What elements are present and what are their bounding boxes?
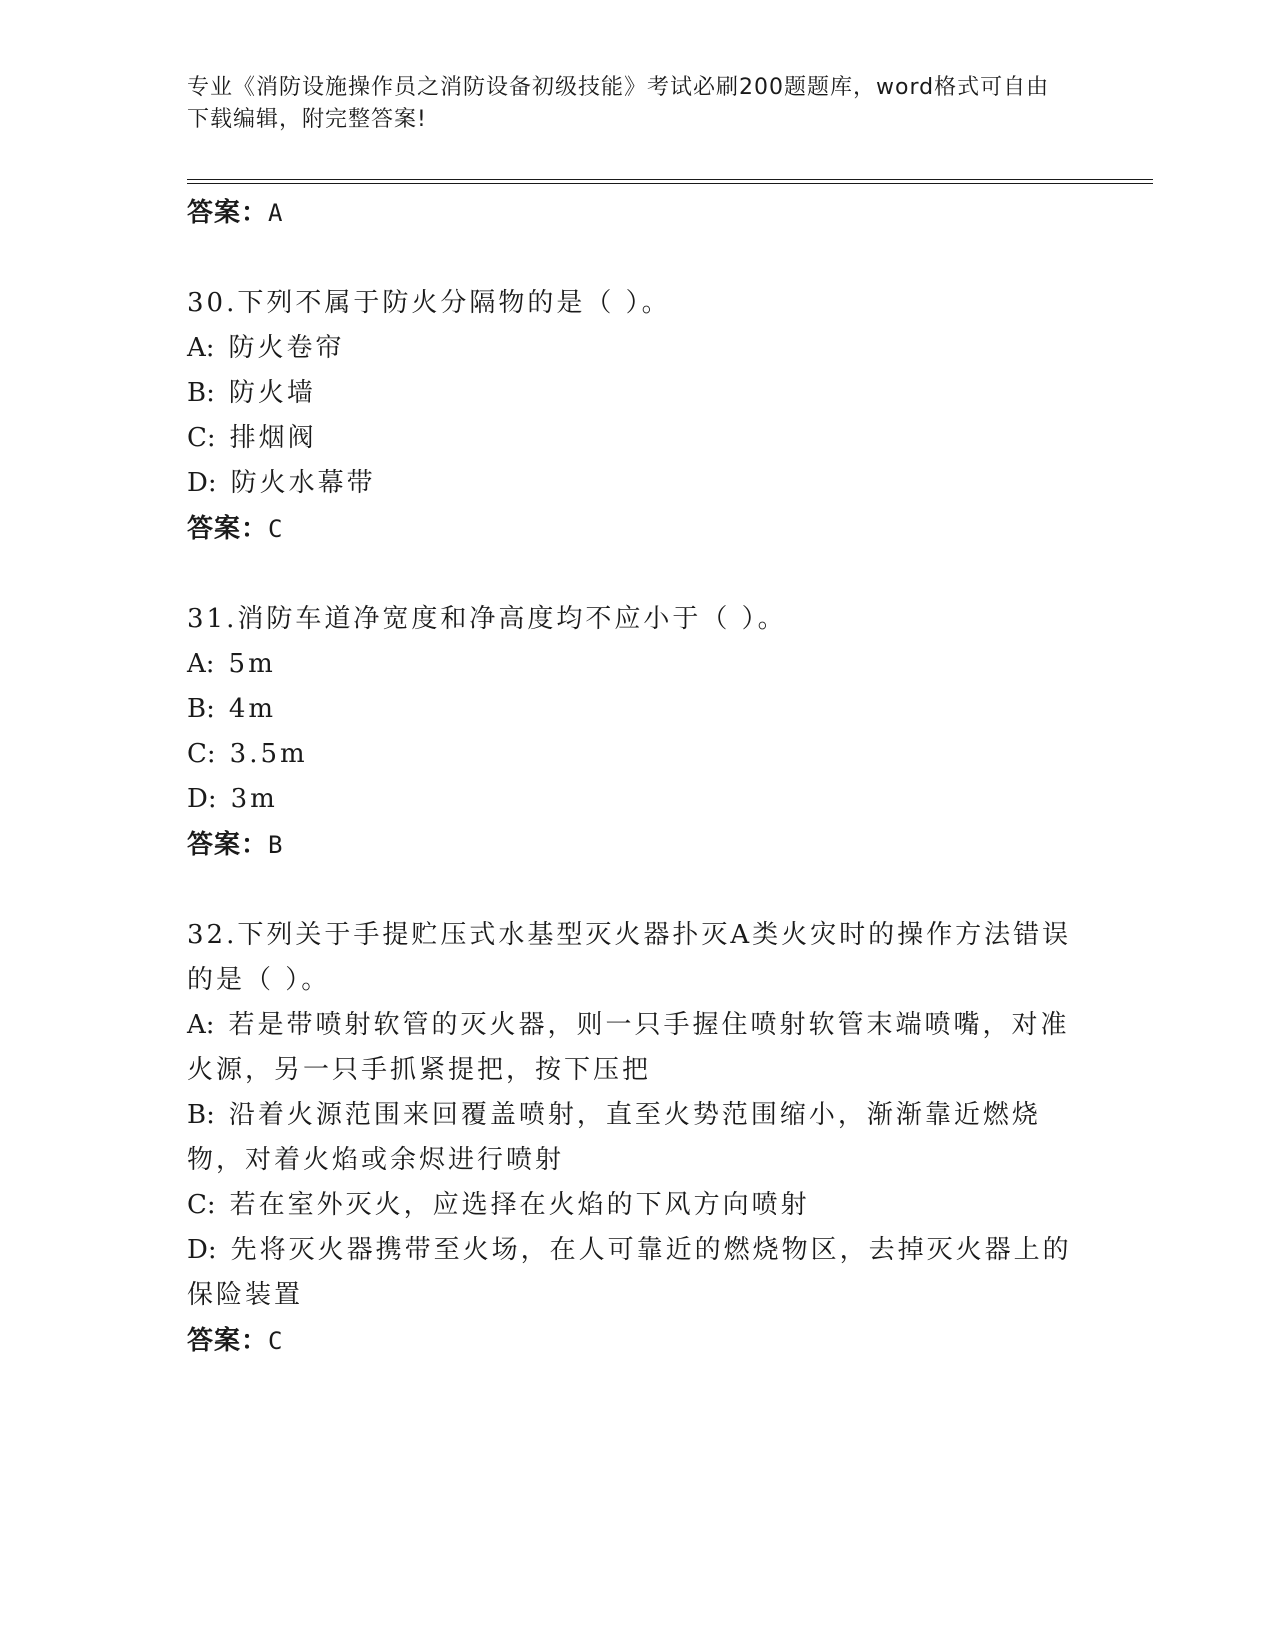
option-text: 4m [228, 694, 277, 724]
option-letter: D: [187, 784, 217, 814]
option-d [187, 1228, 1087, 1318]
answer-value: A [268, 199, 284, 227]
answer-label: 答案： [187, 1326, 269, 1356]
option-text: 5m [228, 649, 276, 679]
option-letter: C: [187, 739, 216, 769]
option-text: 3.5m [229, 739, 308, 769]
option-a [187, 326, 1087, 371]
answer-value: C [268, 515, 284, 543]
option-a [187, 642, 1087, 687]
option-text: 防火卷帘 [228, 333, 345, 363]
option-text: 防火水幕带 [230, 468, 376, 498]
question-block [187, 281, 1087, 552]
option-text: 先将灭火器携带至火场，在人可靠近的燃烧物区，去掉灭火器上的保险装置 [187, 1235, 1072, 1310]
option-text: 防火墙 [228, 378, 316, 408]
option-text: 若在室外灭火，应选择在火焰的下风方向喷射 [229, 1190, 810, 1220]
option-letter: B: [187, 1100, 215, 1130]
option-text: 3m [230, 784, 278, 814]
option-letter: C: [187, 423, 216, 453]
option-b [187, 371, 1087, 416]
question-stem: 30.下列不属于防火分隔物的是（ ）。 [187, 288, 671, 318]
question-stem: 31.消防车道净宽度和净高度均不应小于（ ）。 [187, 604, 787, 634]
answer-line [187, 1318, 1087, 1364]
option-text: 若是带喷射软管的灭火器，则一只手握住喷射软管末端喷嘴，对准火源，另一只手抓紧提把，按下压把 [187, 1010, 1070, 1085]
option-text: 沿着火源范围来回覆盖喷射，直至火势范围缩小，渐渐靠近燃烧物，对着火焰或余烬进行喷射 [187, 1100, 1041, 1175]
option-letter: A: [187, 333, 215, 363]
option-letter: D: [187, 468, 217, 498]
option-c [187, 416, 1087, 461]
option-d [187, 461, 1087, 506]
answer-line-prev [187, 190, 1087, 236]
answer-label: 答案： [187, 514, 269, 544]
option-letter: A: [187, 649, 215, 679]
question-block [187, 913, 1087, 1364]
option-letter: A: [187, 1010, 215, 1040]
answer-value: B [268, 831, 284, 859]
option-b [187, 1093, 1087, 1183]
question-stem: 32.下列关于手提贮压式水基型灭火器扑灭A类火灾时的操作方法错误的是（ ）。 [187, 920, 1072, 995]
answer-line [187, 506, 1087, 552]
option-c [187, 1183, 1087, 1228]
option-c [187, 732, 1087, 777]
answer-label: 答案： [187, 198, 269, 228]
answer-line [187, 822, 1087, 868]
header-divider-top [187, 179, 1153, 180]
answer-value: C [268, 1327, 284, 1355]
question-list [187, 190, 1087, 1364]
option-d [187, 777, 1087, 822]
option-text: 排烟阀 [229, 423, 317, 453]
option-letter: C: [187, 1190, 216, 1220]
option-b [187, 687, 1087, 732]
option-letter: B: [187, 694, 215, 724]
option-letter: B: [187, 378, 215, 408]
question-block [187, 597, 1087, 868]
answer-label: 答案： [187, 830, 269, 860]
option-a [187, 1003, 1087, 1093]
option-letter: D: [187, 1235, 217, 1265]
header-divider-bottom [187, 183, 1153, 184]
document-header: 专业《消防设施操作员之消防设备初级技能》考试必刷200题题库，word格式可自由下载编辑，附完整答案! [187, 75, 1050, 132]
